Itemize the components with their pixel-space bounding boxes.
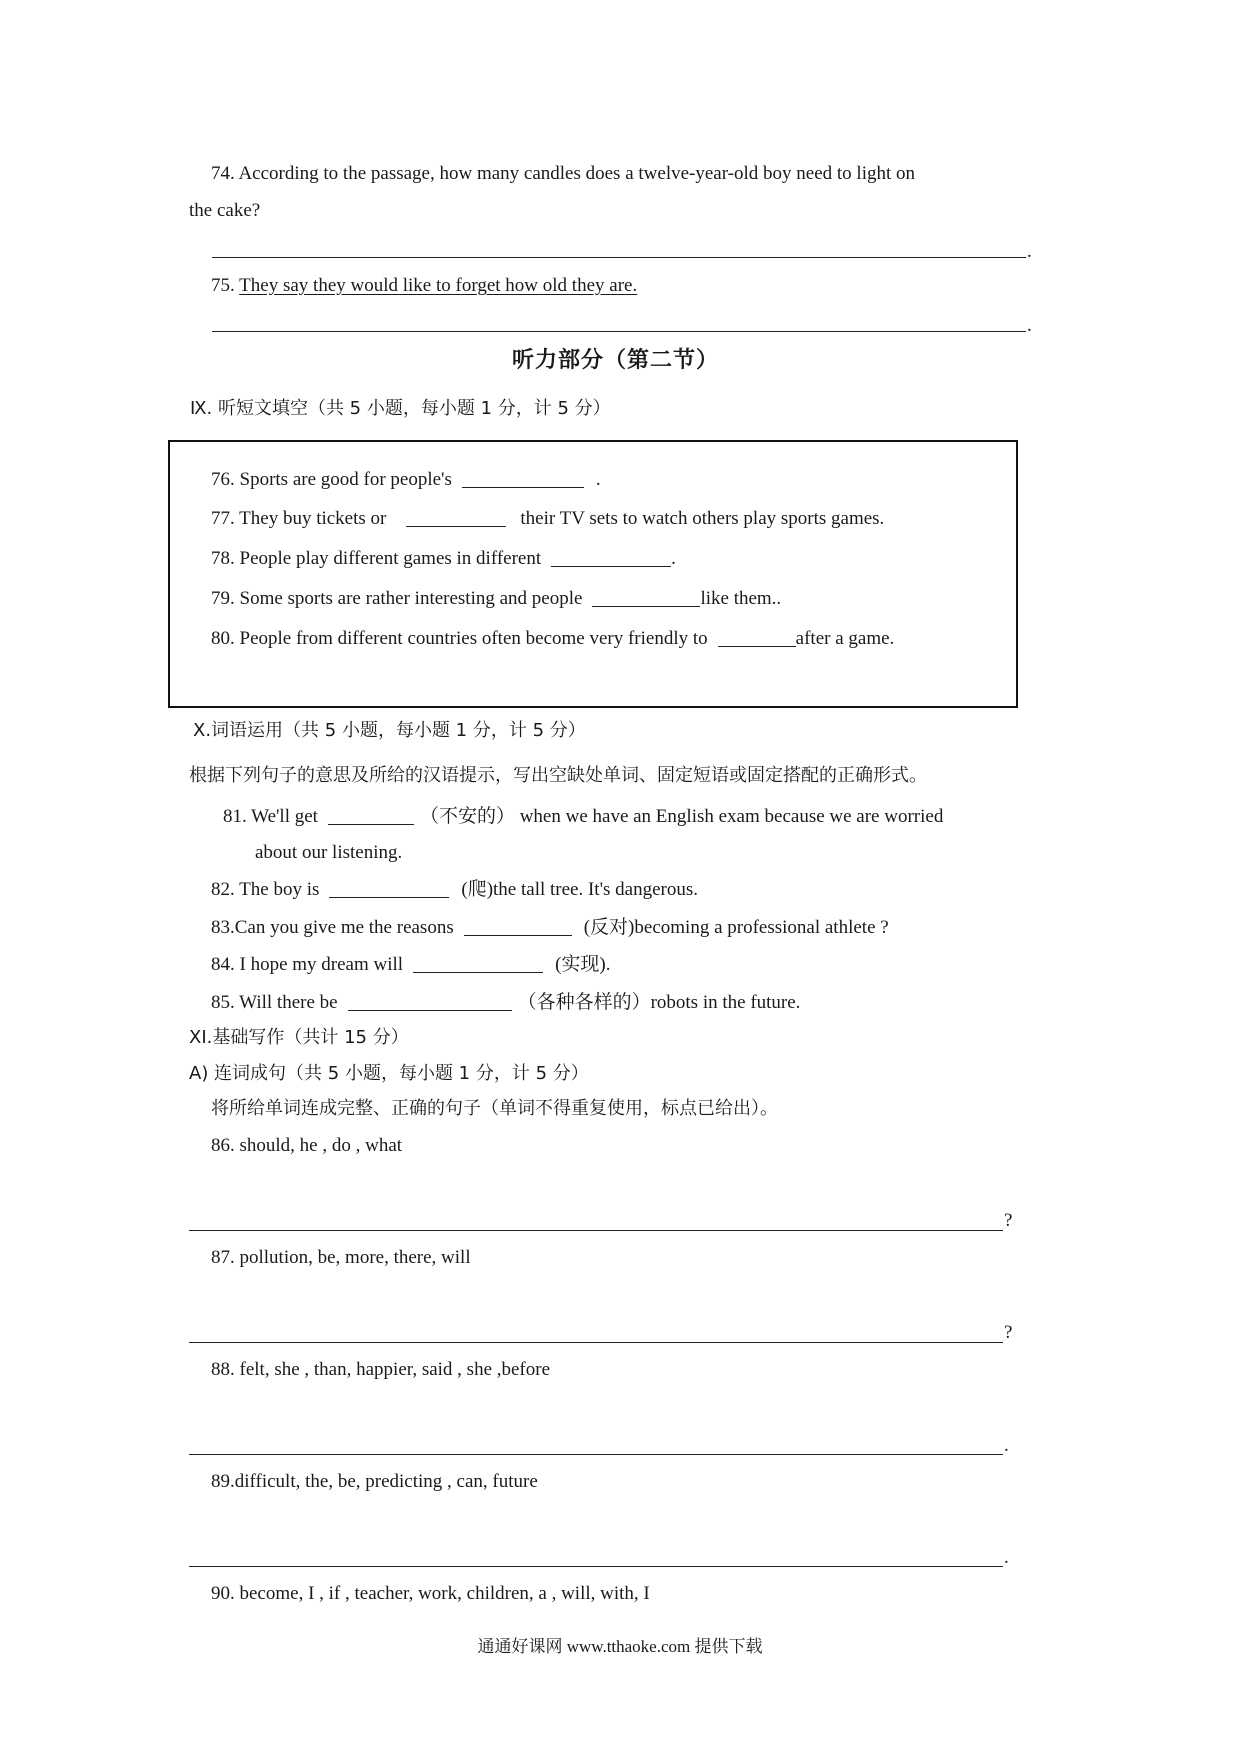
question-77 bbox=[211, 507, 884, 531]
blank-76[interactable] bbox=[462, 469, 584, 488]
answer-75-period: . bbox=[1027, 315, 1032, 336]
answer-line-87[interactable] bbox=[189, 1342, 1003, 1343]
question-80-text: 80. People from different countries often become very friendly to bbox=[211, 628, 708, 649]
question-81-line2: about our listening. bbox=[255, 842, 403, 863]
question-78-end: . bbox=[671, 548, 676, 569]
answer-line-86[interactable] bbox=[189, 1230, 1003, 1231]
question-80-end: after a game. bbox=[795, 628, 895, 649]
question-82 bbox=[211, 878, 698, 902]
listening-section-title: 听力部分（第二节） bbox=[512, 348, 720, 373]
question-76-text: 76. Sports are good for people's bbox=[211, 469, 452, 490]
section-9-heading: Ⅸ. 听短文填空（共 5 小题，每小题 1 分，计 5 分） bbox=[190, 398, 611, 419]
question-86: 86. should, he , do , what bbox=[211, 1135, 403, 1156]
answer-line-88[interactable] bbox=[189, 1454, 1003, 1455]
section-10-heading: Ⅹ.词语运用（共 5 小题，每小题 1 分，计 5 分） bbox=[193, 720, 586, 741]
question-89: 89.difficult, the, be, predicting , can, future bbox=[211, 1471, 538, 1492]
question-79-text: 79. Some sports are rather interesting and people bbox=[211, 588, 583, 609]
answer-89-mark: . bbox=[1004, 1547, 1009, 1568]
section-11-part-a: A) 连词成句（共 5 小题，每小题 1 分，计 5 分） bbox=[189, 1063, 589, 1084]
question-88: 88. felt, she , than, happier, said , she ,before bbox=[211, 1359, 551, 1380]
section-10-instruction: 根据下列句子的意思及所给的汉语提示，写出空缺处单词、固定短语或固定搭配的正确形式。 bbox=[189, 765, 927, 786]
question-82-end: (爬)the tall tree. It's dangerous. bbox=[461, 879, 698, 900]
page-footer: 通通好课网 www.tthaoke.com 提供下载 bbox=[477, 1637, 763, 1656]
section-11-heading: XI.基础写作（共计 15 分） bbox=[189, 1027, 409, 1048]
question-75-sentence: They say they would like to forget how old they are. bbox=[239, 275, 638, 296]
question-81 bbox=[223, 805, 943, 829]
blank-83[interactable] bbox=[464, 917, 572, 936]
question-80 bbox=[211, 627, 894, 651]
question-78-text: 78. People play different games in different bbox=[211, 548, 542, 569]
question-83-end: (反对)becoming a professional athlete ? bbox=[583, 917, 889, 938]
question-75 bbox=[211, 274, 637, 298]
question-85-end: （各种各样的）robots in the future. bbox=[517, 992, 801, 1013]
blank-84[interactable] bbox=[413, 954, 543, 973]
question-79 bbox=[211, 587, 781, 611]
question-84-end: (实现). bbox=[555, 954, 611, 975]
question-76-end: . bbox=[595, 469, 601, 490]
answer-line-89[interactable] bbox=[189, 1566, 1003, 1567]
question-83-text: 83.Can you give me the reasons bbox=[211, 917, 454, 938]
blank-81[interactable] bbox=[328, 806, 414, 825]
answer-line-75[interactable] bbox=[212, 331, 1026, 332]
question-78 bbox=[211, 547, 676, 571]
answer-87-mark: ? bbox=[1004, 1322, 1013, 1343]
question-74-line2: the cake? bbox=[189, 200, 261, 221]
blank-85[interactable] bbox=[348, 992, 512, 1011]
question-90: 90. become, I , if , teacher, work, children, a , will, with, I bbox=[211, 1583, 650, 1604]
question-77-text: 77. They buy tickets or bbox=[211, 508, 387, 529]
question-84-text: 84. I hope my dream will bbox=[211, 954, 404, 975]
question-83 bbox=[211, 916, 889, 940]
question-81-text: 81. We'll get bbox=[223, 806, 318, 827]
question-84 bbox=[211, 953, 610, 977]
question-82-text: 82. The boy is bbox=[211, 879, 320, 900]
section-11-instruction: 将所给单词连成完整、正确的句子（单词不得重复使用，标点已给出）。 bbox=[211, 1098, 778, 1119]
blank-82[interactable] bbox=[329, 879, 449, 898]
blank-80[interactable] bbox=[718, 628, 796, 647]
answer-74-period: . bbox=[1027, 241, 1032, 262]
question-85 bbox=[211, 991, 800, 1015]
blank-78[interactable] bbox=[551, 548, 671, 567]
question-79-end: like them.. bbox=[700, 588, 782, 609]
question-76 bbox=[211, 468, 601, 492]
question-74-line1: 74. According to the passage, how many candles does a twelve-year-old boy need to light on bbox=[211, 163, 916, 184]
answer-88-mark: . bbox=[1004, 1435, 1009, 1456]
answer-86-mark: ? bbox=[1004, 1210, 1013, 1231]
question-77-end: their TV sets to watch others play sports games. bbox=[520, 508, 885, 529]
question-87: 87. pollution, be, more, there, will bbox=[211, 1247, 471, 1268]
question-85-text: 85. Will there be bbox=[211, 992, 338, 1013]
answer-line-74[interactable] bbox=[212, 257, 1026, 258]
question-75-number: 75. bbox=[211, 275, 240, 296]
question-81-end: （不安的） when we have an English exam because we are worried bbox=[419, 806, 944, 827]
blank-77[interactable] bbox=[406, 508, 506, 527]
blank-79[interactable] bbox=[592, 588, 700, 607]
